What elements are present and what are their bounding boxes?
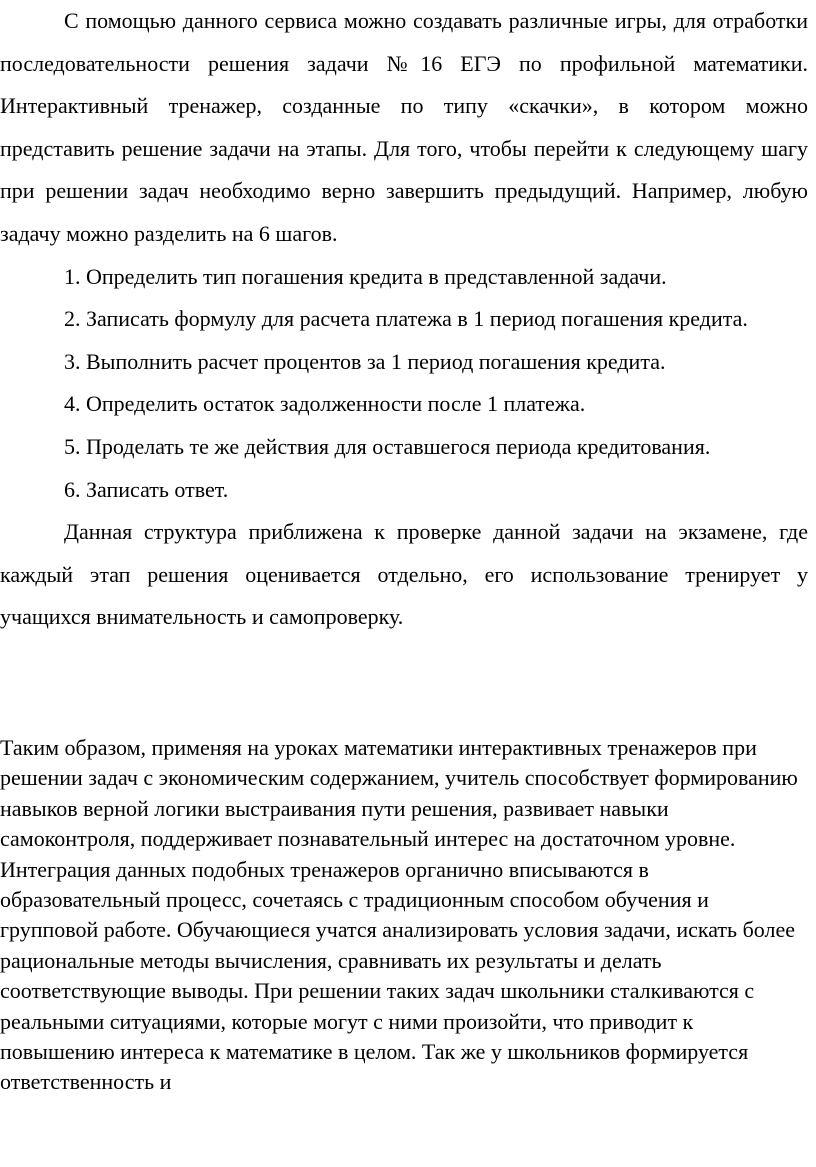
step-3: 3. Выполнить расчет процентов за 1 период погашения кредита.: [64, 348, 666, 374]
step-5: 5. Проделать те же действия для оставшегося периода кредитования.: [64, 433, 711, 459]
step-6: 6. Записать ответ.: [64, 476, 229, 502]
step-4: 4. Определить остаток задолженности после 1 платежа.: [64, 391, 586, 417]
structure-paragraph: Данная структура приближена к проверке данной задачи на экзамене, где каждый этап решения оценивается отдельно, его использование тренирует у учащихся внимательность и самопроверку.: [0, 519, 808, 630]
conclusion-text-block: [0, 733, 808, 1098]
intro-paragraph: С помощью данного сервиса можно создавать различные игры, для отработки последовательности решения задачи №16 ЕГЭ по профильной математики. Интерактивный тренажер, созданные по типу «скачки», в котором можно представить решение задачи на этапы. Для того, чтобы перейти к следующему шагу при решении задач необходимо верно завершить предыдущий. Например, любую задачу можно разделить на 6 шагов.: [0, 8, 808, 246]
step-1: 1. Определить тип погашения кредита в представленной задачи.: [64, 263, 667, 289]
conclusion-paragraph: Таким образом, применяя на уроках математики интерактивных тренажеров при решении задач с экономическим содержанием, учитель способствует формированию навыков верной логики выстраивания пути решения, развивает навыки самоконтроля, поддерживает познавательный интерес на достаточном уровне. Интеграция данных подобных тренажеров органично вписываются в образовательный процесс, сочетаясь с традиционным способом обучения и групповой работе. Обучающиеся учатся анализировать условия задачи, искать более рациональные методы вычисления, сравнивать их результаты и делать соответствующие выводы. При решении таких задач школьники сталкиваются с реальными ситуациями, которые могут с ними произойти, что приводит к повышению интереса к математике в целом. Так же у школьников формируется ответственность и: [0, 735, 798, 1095]
step-2: 2. Записать формулу для расчета платежа в 1 период погашения кредита.: [64, 306, 748, 332]
